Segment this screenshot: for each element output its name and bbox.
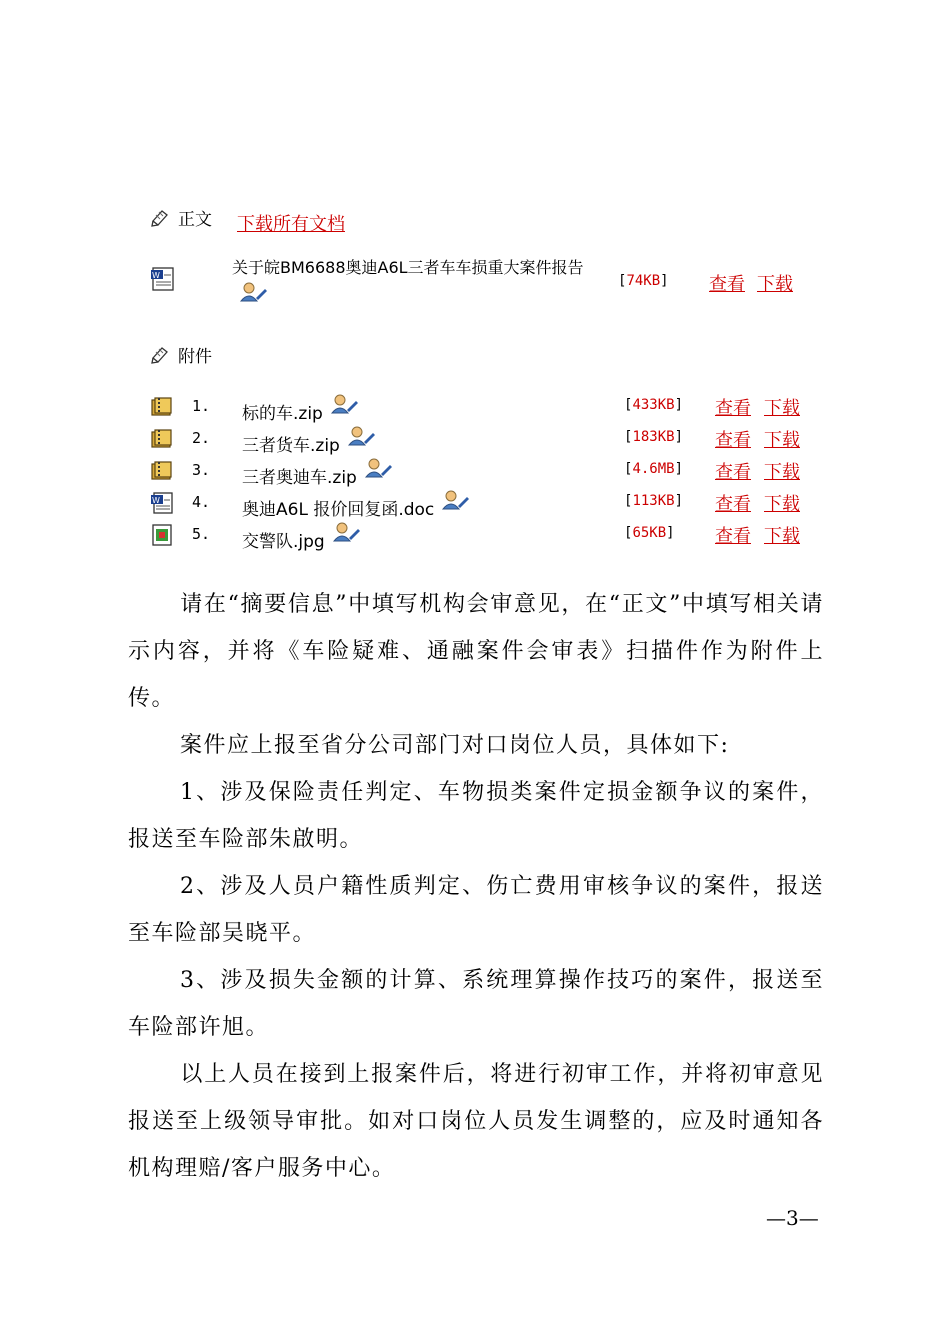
attachment-view-link[interactable]: 查看 [715, 494, 751, 515]
svg-text:W: W [152, 496, 160, 505]
attachment-name[interactable] [242, 431, 376, 456]
attachment-download-link[interactable]: 下载 [764, 430, 800, 451]
zip-file-icon [150, 460, 174, 482]
zip-file-icon [150, 396, 174, 418]
attach-section-label: 附件 [178, 347, 212, 367]
attachment-download-link[interactable]: 下载 [764, 462, 800, 483]
attachment-size: [113KB] [624, 493, 684, 509]
attachment-size: [183KB] [624, 429, 684, 445]
download-all-link[interactable]: 下载所有文档 [237, 214, 345, 235]
attachment-view-link[interactable]: 查看 [715, 430, 751, 451]
user-edit-icon[interactable] [329, 393, 359, 415]
attachment-name-text: 三者奥迪车.zip [242, 468, 357, 488]
closing-paragraph [128, 1051, 824, 1192]
user-edit-icon[interactable] [346, 425, 376, 447]
attachment-number: 4. [192, 493, 211, 511]
attachment-name[interactable] [242, 527, 361, 552]
paragraph-text: 案件应上报至省分公司部门对口岗位人员，具体如下: [180, 733, 730, 758]
paragraph-text: 3、涉及损失金额的计算、系统理算操作技巧的案件，报送至车险部许旭。 [128, 968, 824, 1040]
word-doc-icon [150, 266, 176, 292]
attachment-name-text: 三者货车.zip [242, 436, 340, 456]
attachment-row [150, 522, 850, 550]
attachment-name[interactable] [242, 463, 393, 488]
attachment-row [150, 426, 850, 454]
svg-text:W: W [152, 271, 160, 280]
paragraph-text: 请在“摘要信息”中填写机构会审意见，在“正文”中填写相关请示内容，并将《车险疑难、通融案件会审表》扫描件作为附件上传。 [128, 592, 824, 711]
attachment-row [150, 490, 850, 518]
attachment-name-text: 交警队.jpg [242, 532, 325, 552]
main-doc-size: [74KB] [618, 273, 669, 289]
attachment-download-link[interactable]: 下载 [764, 526, 800, 547]
attachment-number: 2. [192, 429, 211, 447]
routing-intro-paragraph [128, 722, 824, 769]
paragraph-text: 1、涉及保险责任判定、车物损类案件定损金额争议的案件，报送至车险部朱啟明。 [128, 780, 824, 852]
attachment-number: 3. [192, 461, 211, 479]
attachment-name[interactable] [242, 495, 470, 520]
image-file-icon [150, 524, 174, 546]
attachment-row [150, 458, 850, 486]
attachment-view-link[interactable]: 查看 [715, 526, 751, 547]
attachment-row [150, 394, 850, 422]
main-doc-view-link[interactable]: 查看 [709, 274, 745, 295]
attachment-view-link[interactable]: 查看 [715, 462, 751, 483]
page-number: —3— [766, 1206, 819, 1230]
pen-icon [150, 207, 176, 229]
routing-item-3 [128, 957, 824, 1051]
routing-item-2 [128, 863, 824, 957]
paragraph-text: 2、涉及人员户籍性质判定、伤亡费用审核争议的案件，报送至车险部吴晓平。 [128, 874, 824, 946]
attachment-size: [65KB] [624, 525, 675, 541]
attachment-download-link[interactable]: 下载 [764, 494, 800, 515]
attachment-name[interactable] [242, 399, 359, 424]
attachment-download-link[interactable]: 下载 [764, 398, 800, 419]
attachment-number: 5. [192, 525, 211, 543]
body-section-label: 正文 [178, 210, 212, 230]
main-doc-title-text: 关于皖BM6688奥迪A6L三者车车损重大案件报告 [232, 258, 584, 277]
main-doc-title[interactable] [232, 255, 617, 307]
attachment-size: [4.6MB] [624, 461, 684, 477]
user-edit-icon[interactable] [440, 489, 470, 511]
attachment-name-text: 标的车.zip [242, 404, 323, 424]
body-section-header [150, 205, 212, 230]
attachment-number: 1. [192, 397, 211, 415]
attach-section-header [150, 342, 212, 367]
user-edit-icon[interactable] [363, 457, 393, 479]
main-doc-download-link[interactable]: 下载 [757, 274, 793, 295]
user-edit-icon[interactable] [331, 521, 361, 543]
attachment-name-text: 奥迪A6L 报价回复函.doc [242, 500, 435, 520]
user-edit-icon[interactable] [238, 281, 268, 303]
pen-icon [150, 344, 176, 366]
instruction-paragraph [128, 581, 824, 722]
zip-file-icon [150, 428, 174, 450]
word-doc-icon [150, 492, 174, 514]
routing-item-1 [128, 769, 824, 863]
attachment-view-link[interactable]: 查看 [715, 398, 751, 419]
paragraph-text: 以上人员在接到上报案件后，将进行初审工作，并将初审意见报送至上级领导审批。如对口岗位人员发生调整的，应及时通知各机构理赔/客户服务中心。 [128, 1062, 824, 1181]
attachment-size: [433KB] [624, 397, 684, 413]
